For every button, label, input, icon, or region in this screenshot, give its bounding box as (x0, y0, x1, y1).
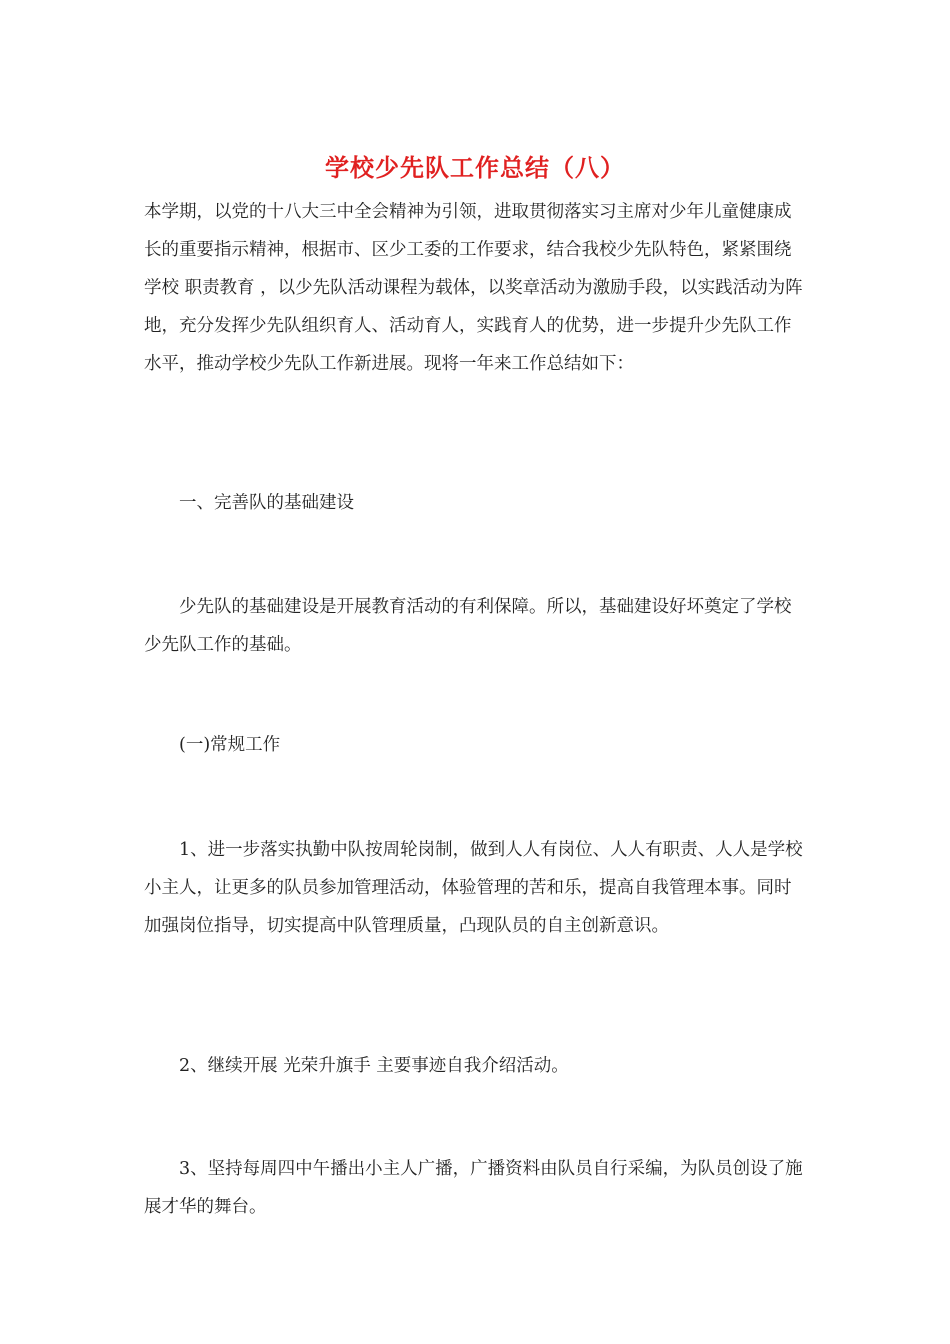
item-3-paragraph: 3、坚持每周四中午播出小主人广播，广播资料由队员自行采编，为队员创设了施展才华的舞台。 (144, 1159, 803, 1217)
item-2-paragraph: 2、继续开展 光荣升旗手 主要事迹自我介绍活动。 (144, 1056, 569, 1076)
section-1-paragraph: 少先队的基础建设是开展教育活动的有利保障。所以，基础建设好坏奠定了学校少先队工作的基础。 (144, 597, 792, 655)
document-title: 学校少先队工作总结（八） (325, 153, 625, 182)
subsection-1-heading: (一)常规工作 (144, 735, 281, 755)
item-1-paragraph: 1、进一步落实执勤中队按周轮岗制，做到人人有岗位、人人有职责、人人是学校小主人，让更多的队员参加管理活动，体验管理的苦和乐，提高自我管理本事。同时加强岗位指导，切实提高中队管理质量，凸现队员的自主创新意识。 (144, 840, 803, 936)
section-1-heading: 一、完善队的基础建设 (144, 493, 354, 513)
intro-paragraph: 本学期，以党的十八大三中全会精神为引领，进取贯彻落实习主席对少年儿童健康成长的重要指示精神，根据市、区少工委的工作要求，结合我校少先队特色，紧紧围绕学校 职责教育 ，以少先队活动课程为载体，以奖章活动为激励手段，以实践活动为阵地，充分发挥少先队组织育人、活动育人，实践育人的优势，进一步提升少先队工作水平，推动学校少先队工作新进展。现将一年来工作总结如下： (144, 202, 803, 374)
